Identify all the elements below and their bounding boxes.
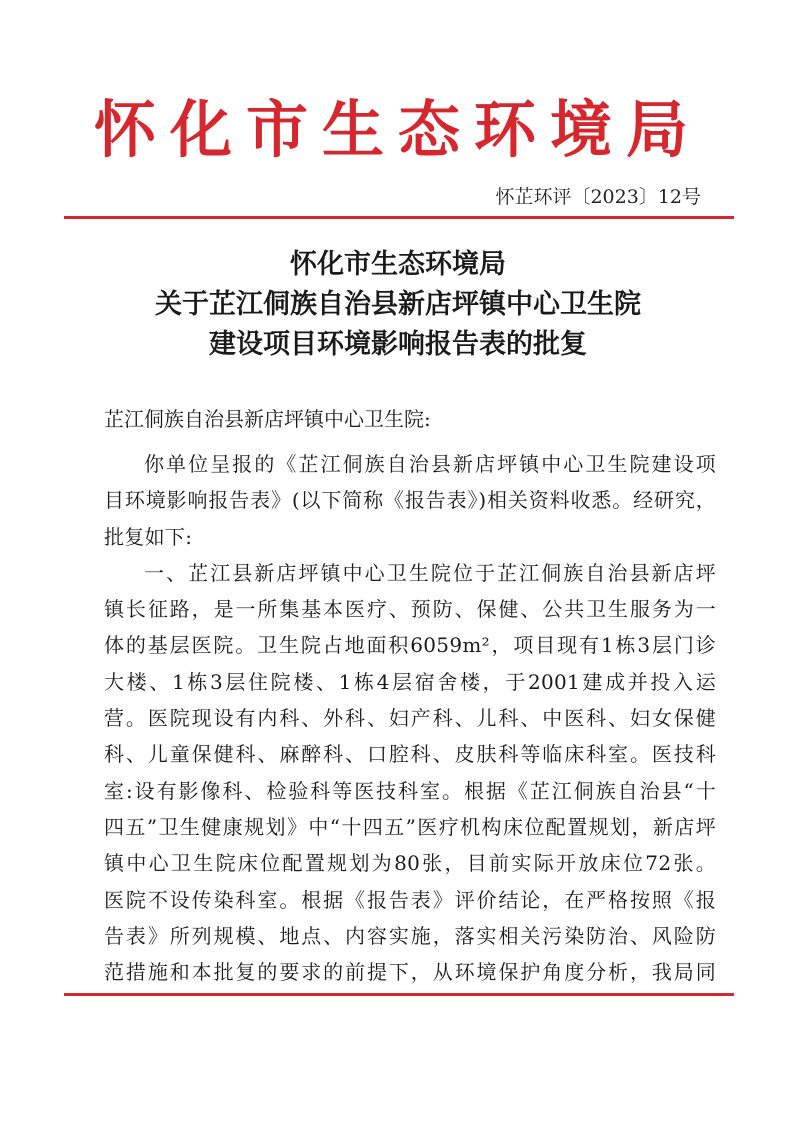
body-line: 四五”卫生健康规划》中“十四五”医疗机构床位配置规划，新店坪 (104, 814, 716, 839)
body-line: 镇长征路，是一所集基本医疗、预防、保健、公共卫生服务为一 (104, 597, 716, 622)
body-text (104, 446, 716, 990)
body-line: 目环境影响报告表》(以下简称《报告表》)相关资料收悉。经研究， (104, 488, 716, 513)
body-line: 一、芷江县新店坪镇中心卫生院位于芷江侗族自治县新店坪 (144, 560, 716, 585)
body-line: 体的基层医院。卫生院占地面积6059m²，项目现有1栋3层门诊 (104, 633, 716, 658)
masthead: 怀化市生态环境局 (93, 93, 702, 166)
body-line: 你单位呈报的《芷江侗族自治县新店坪镇中心卫生院建设项 (144, 452, 716, 476)
body-line: 范措施和本批复的要求的前提下，从环境保护角度分析，我局同 (104, 960, 716, 985)
footer-red-rule (64, 993, 734, 996)
document-title (60, 245, 736, 365)
title-line: 怀化市生态环境局 (290, 249, 506, 280)
header-red-rule (64, 216, 734, 219)
body-line: 营。医院现设有内科、外科、妇产科、儿科、中医科、妇女保健 (104, 706, 716, 731)
document-number: 怀芷环评〔2023〕12号 (495, 186, 701, 208)
body-line: 室:设有影像科、检验科等医技科室。根据《芷江侗族自治县“十 (104, 778, 716, 803)
body-line: 科、儿童保健科、麻醉科、口腔科、皮肤科等临床科室。医技科 (104, 742, 716, 767)
body-line: 批复如下: (104, 524, 193, 549)
title-line: 建设项目环境影响报告表的批复 (209, 329, 587, 360)
body-line: 大楼、1栋3层住院楼、1栋4层宿舍楼，于2001建成并投入运 (104, 669, 716, 694)
body-line: 医院不设传染科室。根据《报告表》评价结论，在严格按照《报 (104, 887, 716, 912)
addressee: 芷江侗族自治县新店坪镇中心卫生院: (104, 407, 431, 431)
title-line: 关于芷江侗族自治县新店坪镇中心卫生院 (155, 289, 641, 320)
body-line: 镇中心卫生院床位配置规划为80张，目前实际开放床位72张。 (104, 851, 716, 876)
body-line: 告表》所列规模、地点、内容实施，落实相关污染防治、风险防 (104, 923, 716, 948)
